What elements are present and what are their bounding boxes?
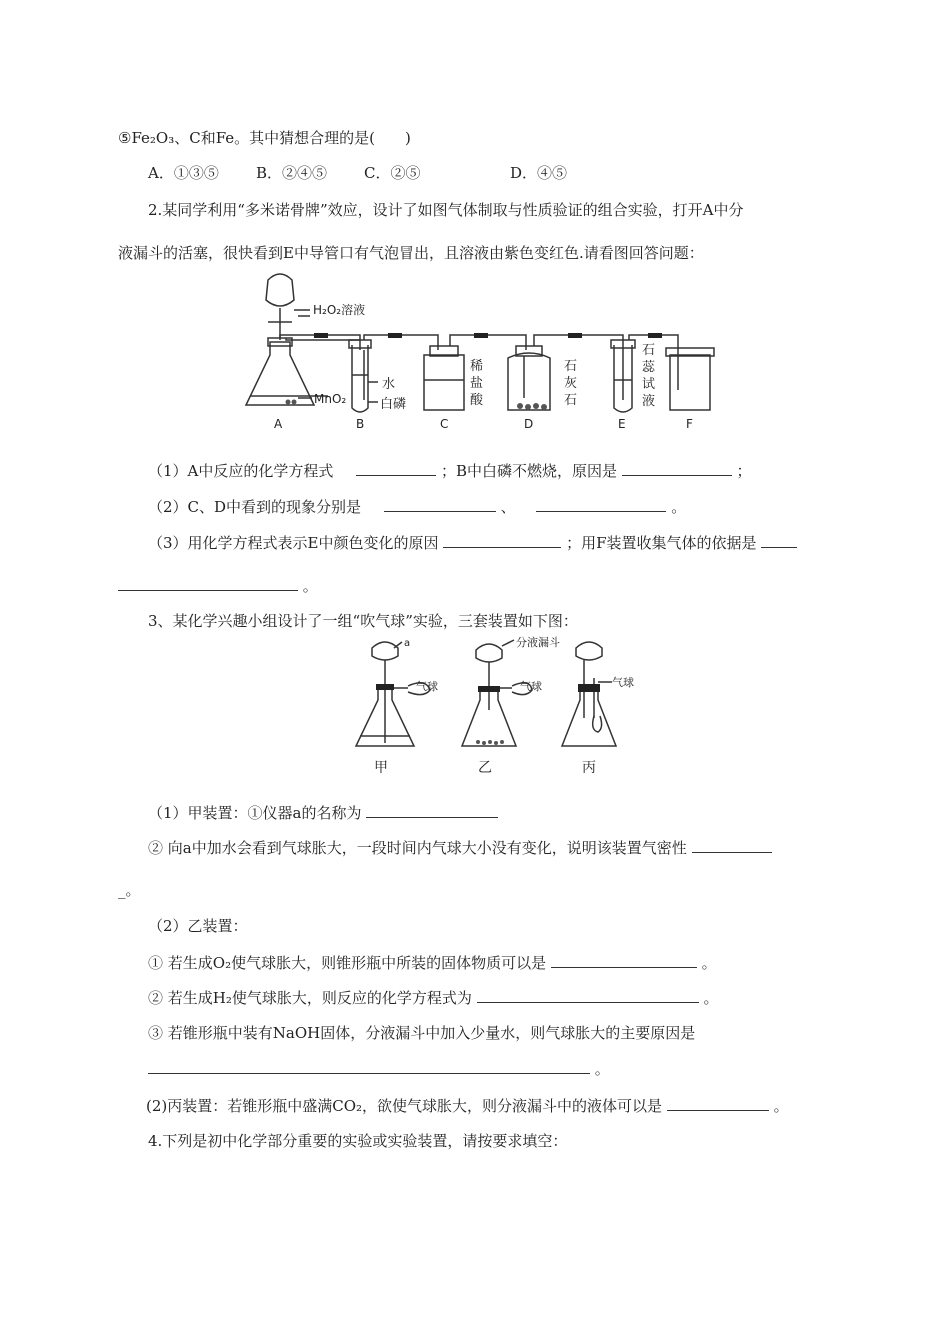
q3-p3-blank[interactable] — [667, 1096, 769, 1111]
q3-p2b-text: ② 若生成H₂使气球胀大，则反应的化学方程式为 — [148, 989, 472, 1007]
q2-sub1-blank-2[interactable] — [622, 461, 732, 476]
label-hcl-3: 酸 — [470, 393, 484, 408]
q3-p2a — [148, 953, 717, 973]
label-litmus-4: 液 — [642, 394, 656, 409]
label-balloon-jia: 气球 — [416, 680, 438, 693]
q2-sub2-blank-1[interactable] — [384, 497, 496, 512]
label-limestone-3: 石 — [564, 393, 578, 408]
q3-p1b — [148, 838, 772, 858]
q3-p2c: ③ 若锥形瓶中装有NaOH固体，分液漏斗中加入少量水，则气球胀大的主要原因是 — [148, 1024, 696, 1042]
q2-sub3-cont — [118, 576, 318, 596]
q2-sub2-text-b: 、 — [500, 498, 516, 516]
label-bing: 丙 — [582, 760, 596, 776]
label-a: A — [274, 417, 283, 431]
q3-p2a-blank[interactable] — [551, 953, 697, 968]
label-water: 水 — [382, 377, 396, 392]
label-f: F — [686, 417, 693, 431]
q2-intro-line2: 液漏斗的活塞，很快看到E中导管口有气泡冒出，且溶液由紫色变红色.请看图回答问题： — [118, 244, 704, 262]
q2-sub1-text-a: （1）A中反应的化学方程式 — [148, 462, 334, 480]
q2-sub3-text-a: （3）用化学方程式表示E中颜色变化的原因 — [148, 534, 439, 552]
label-balloon-yi: 气球 — [520, 680, 542, 693]
label-funnel: 分液漏斗 — [516, 636, 560, 649]
q3-p2a-end: 。 — [701, 954, 717, 972]
q2-sub1-text-c: ； — [736, 462, 752, 480]
q3-p1-blank[interactable] — [366, 803, 498, 818]
q3-p1c: _。 — [118, 881, 141, 899]
label-white-phosphorus: 白磷 — [380, 397, 407, 412]
label-hcl-2: 盐 — [470, 376, 484, 391]
q2-sub3-blank-3[interactable] — [118, 576, 298, 591]
label-litmus-2: 蕊 — [642, 360, 656, 375]
label-hcl-1: 稀 — [470, 359, 484, 374]
q3-p2c-end: 。 — [594, 1060, 610, 1078]
label-h2o2: H₂O₂溶液 — [313, 303, 366, 317]
q2-intro-line1: 2.某同学利用“多米诺骨牌”效应，设计了如图气体制取与性质验证的组合实验，打开A中分 — [148, 201, 744, 219]
q1-option-a: A．①③⑤ — [148, 164, 219, 182]
label-litmus-3: 试 — [642, 377, 656, 392]
label-limestone-1: 石 — [564, 359, 578, 374]
q2-sub3-blank-2[interactable] — [761, 533, 797, 548]
q2-apparatus-diagram — [238, 270, 738, 435]
q3-p1-text: （1）甲装置：①仪器a的名称为 — [148, 804, 362, 822]
q3-p1 — [148, 803, 498, 823]
q3-p2: （2）乙装置： — [148, 917, 248, 935]
q3-p2a-text: ① 若生成O₂使气球胀大，则锥形瓶中所装的固体物质可以是 — [148, 954, 547, 972]
q3-p2b — [148, 988, 718, 1008]
label-litmus-1: 石 — [642, 343, 656, 358]
label-jia: 甲 — [374, 760, 388, 776]
label-mno2: MnO₂ — [314, 392, 347, 406]
q3-balloon-diagram — [350, 636, 634, 778]
q2-sub1 — [148, 461, 752, 481]
label-d: D — [524, 417, 534, 431]
q2-sub3 — [148, 533, 797, 553]
q2-sub2-blank-2[interactable] — [536, 497, 666, 512]
q2-sub3-blank-1[interactable] — [443, 533, 561, 548]
q4-intro: 4.下列是初中化学部分重要的实验或实验装置，请按要求填空： — [148, 1132, 568, 1150]
q2-sub1-text-b: ；B中白磷不燃烧，原因是 — [440, 462, 617, 480]
q1-option-d: D．④⑤ — [510, 164, 568, 182]
q2-sub2-text-a: （2）C、D中看到的现象分别是 — [148, 498, 362, 516]
q2-sub3-text-c: 。 — [302, 577, 318, 595]
q1-option-b: B．②④⑤ — [256, 164, 328, 182]
q2-sub2-text-c: 。 — [671, 498, 687, 516]
label-yi: 乙 — [478, 760, 492, 776]
q2-sub2 — [148, 497, 686, 517]
q3-intro: 3、某化学兴趣小组设计了一组“吹气球”实验，三套装置如下图： — [148, 612, 578, 630]
label-balloon-bing: 气球 — [612, 676, 634, 689]
q3-p2c-blank[interactable] — [148, 1059, 590, 1074]
label-instrument-a: a — [404, 638, 411, 649]
q3-p3 — [146, 1096, 789, 1116]
q3-p2b-blank[interactable] — [477, 988, 699, 1003]
q1-guess5: ⑤Fe₂O₃、C和Fe。其中猜想合理的是( ) — [118, 129, 411, 147]
q3-p3-text: (2)丙装置：若锥形瓶中盛满CO₂，欲使气球胀大，则分液漏斗中的液体可以是 — [146, 1097, 663, 1115]
label-b: B — [356, 417, 365, 431]
label-e: E — [618, 417, 626, 431]
q1-option-c: C．②⑤ — [364, 164, 421, 182]
q2-sub1-blank-1[interactable] — [356, 461, 436, 476]
q3-p2c-cont — [148, 1059, 610, 1079]
label-limestone-2: 灰 — [564, 376, 578, 391]
q2-sub3-text-b: ；用F装置收集气体的依据是 — [566, 534, 757, 552]
q3-p1b-text: ② 向a中加水会看到气球胀大，一段时间内气球大小没有变化，说明该装置气密性 — [148, 839, 687, 857]
q3-p3-end: 。 — [773, 1097, 789, 1115]
label-c: C — [440, 417, 449, 431]
q3-p2b-end: 。 — [703, 989, 719, 1007]
q3-p1b-blank[interactable] — [692, 838, 772, 853]
